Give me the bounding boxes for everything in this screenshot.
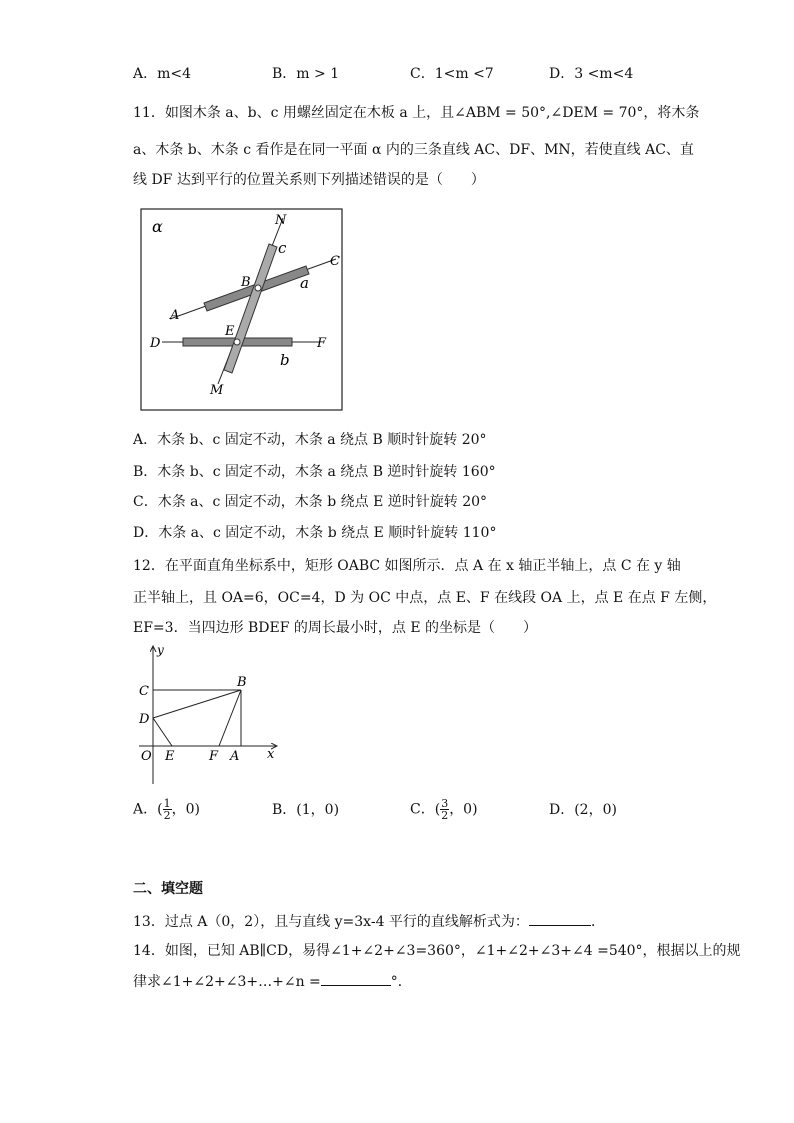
q12-text-line1: 12．在平面直角坐标系中，矩形 OABC 如图所示．点 A 在 x 轴正半轴上，点 C 在 y 轴	[133, 558, 681, 574]
q10-option-a: A．m<4	[133, 66, 192, 82]
q13-text: 13．过点 A（0，2），且与直线 y=3x-4 平行的直线解析式为： ．	[133, 911, 605, 932]
q13-answer-blank[interactable]	[529, 911, 591, 926]
q11-text-line3: 线 DF 达到平行的位置关系则下列描述错误的是（ ）	[133, 172, 485, 188]
q12-option-d: D．(2，0)	[549, 802, 617, 818]
label-d: D	[150, 336, 161, 351]
q11-option-c: C．木条 a、c 固定不动，木条 b 绕点 E 逆时针旋转 20°	[133, 494, 488, 510]
label-b: B	[237, 675, 247, 690]
q12-text-line3: EF=3．当四边形 BDEF 的周长最小时，点 E 的坐标是（ ）	[133, 620, 538, 636]
label-c: C	[139, 684, 149, 699]
label-f: F	[317, 336, 327, 351]
label-y: y	[157, 643, 164, 657]
label-e: E	[225, 324, 235, 339]
label-m: M	[210, 383, 224, 398]
q12-figure	[133, 642, 283, 792]
section-title-fill-in: 二、填空题	[133, 881, 203, 897]
label-d: D	[139, 712, 150, 727]
q12-option-b: B．(1，0)	[272, 802, 340, 818]
q11-text-line1: 11．如图木条 a、b、c 用螺丝固定在木板 a 上，且∠ABM = 50°,∠DEM = 70°，将木条	[133, 105, 700, 121]
screw-b	[255, 285, 261, 291]
fraction-one-half: $\frac{1}{2}$	[163, 797, 171, 822]
label-a: A	[170, 308, 180, 323]
q10-option-d: D．3 <m<4	[549, 66, 634, 82]
label-e: E	[165, 749, 175, 764]
label-c: C	[330, 254, 340, 269]
label-f: F	[209, 749, 219, 764]
label-c-small: c	[278, 239, 287, 257]
label-a-small: a	[300, 274, 309, 292]
q11-option-d: D．木条 a、c 固定不动，木条 b 绕点 E 顺时针旋转 110°	[133, 525, 497, 541]
q11-option-a: A．木条 b、c 固定不动，木条 a 绕点 B 顺时针旋转 20°	[133, 432, 487, 448]
q10-option-c: C．1<m <7	[410, 66, 494, 82]
q11-text-line2: a、木条 b、木条 c 看作是在同一平面 α 内的三条直线 AC、DF、MN，若使直线 AC、直	[133, 142, 694, 158]
q14-answer-blank[interactable]	[321, 971, 391, 986]
q14-text-line2: 律求∠1+∠2+∠3+…+∠n = °．	[133, 971, 412, 992]
label-a: A	[230, 749, 240, 764]
q12-text-line2: 正半轴上，且 OA=6，OC=4，D 为 OC 中点，点 E、F 在线段 OA 上，点 E 在点 F 左侧，	[133, 590, 717, 606]
label-n: N	[275, 213, 287, 228]
fraction-three-halves: $\frac{3}{2}$	[441, 797, 449, 822]
label-x: x	[267, 747, 275, 762]
q12-option-a: A．( $\frac{1}{2}$ ，0)	[133, 797, 200, 822]
label-alpha: α	[152, 217, 163, 236]
label-b-small: b	[280, 351, 290, 369]
screw-e	[234, 339, 240, 345]
q11-figure	[140, 208, 344, 412]
label-o: O	[141, 749, 152, 764]
q10-option-b: B．m > 1	[272, 66, 340, 82]
q11-option-b: B．木条 b、c 固定不动，木条 a 绕点 B 逆时针旋转 160°	[133, 464, 496, 480]
label-b: B	[241, 275, 251, 290]
q12-option-c: C．( $\frac{3}{2}$ ，0)	[410, 797, 478, 822]
q14-text-line1: 14．如图，已知 AB∥CD，易得∠1+∠2+∠3=360°，∠1+∠2+∠3+∠4 =540°，根据以上的规	[133, 943, 741, 959]
